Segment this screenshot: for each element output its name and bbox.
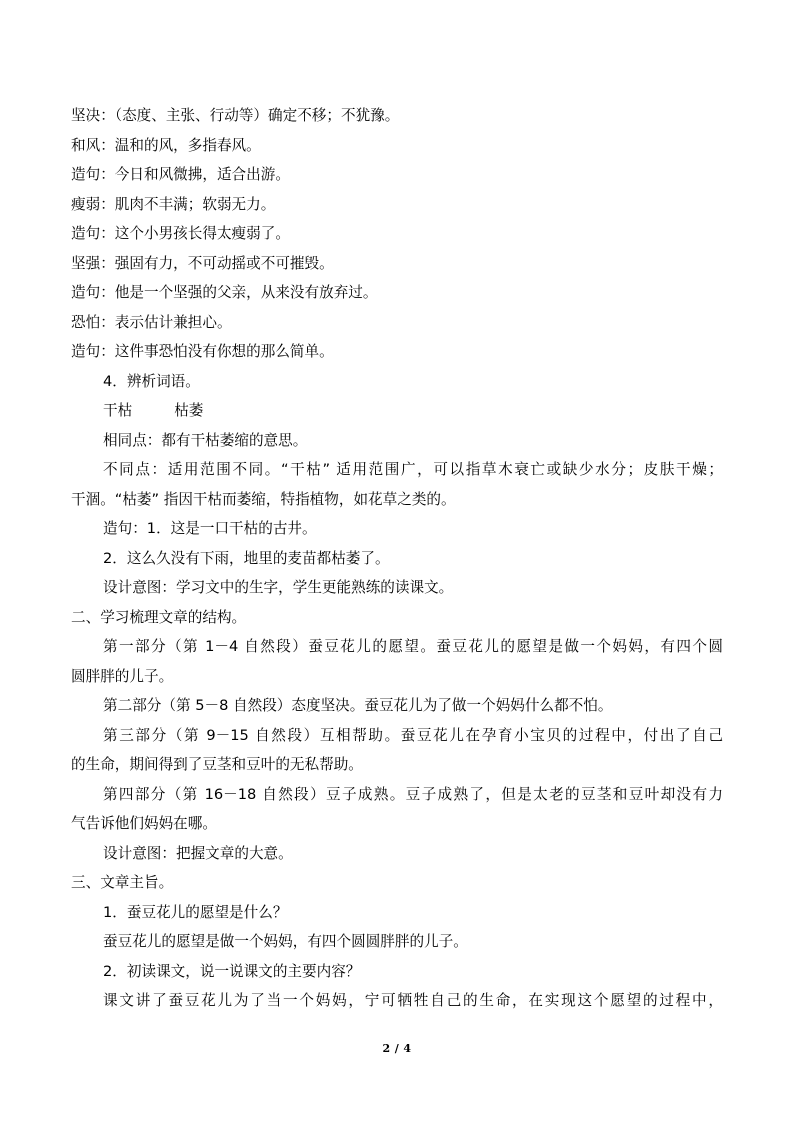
answer-1: 蚕豆花儿的愿望是做一个妈妈，有四个圆圆胖胖的儿子。	[103, 933, 468, 950]
answer-2: 课文讲了蚕豆花儿为了当一个妈妈，宁可牺牲自己的生命，在实现这个愿望的过程中，	[103, 992, 723, 1009]
section-heading-word-analysis: 4．辨析词语。	[103, 372, 200, 390]
sentence-example-2: 2．这么久没有下雨，地里的麦苗都枯萎了。	[103, 549, 390, 567]
definition-thin-weak: 瘦弱：肌肉不丰满；软弱无力。	[71, 195, 276, 213]
question-1: 1．蚕豆花儿的愿望是什么？	[103, 903, 288, 921]
structure-part-4-line-2: 气告诉他们妈妈在哪。	[71, 815, 217, 832]
word-pair-first: 干枯	[103, 402, 133, 419]
design-intent-2: 设计意图：把握文章的大意。	[103, 844, 293, 862]
section-heading-structure: 二、学习梳理文章的结构。	[71, 608, 247, 626]
sentence-example-1: 造句：1．这是一口干枯的古井。	[103, 520, 317, 537]
design-intent-1: 设计意图：学习文中的生字，学生更能熟练的读课文。	[103, 579, 454, 596]
structure-part-3-line-1: 第三部分（第 9－15 自然段）互相帮助。蚕豆花儿在孕育小宝贝的过程中，付出了自己	[103, 726, 723, 744]
sentence-gentle-breeze: 造句：今日和风微拂，适合出游。	[71, 166, 290, 183]
sentence-strong: 造句：他是一个坚强的父亲，从来没有放弃过。	[71, 284, 378, 301]
definition-afraid: 恐怕：表示估计兼担心。	[71, 313, 232, 331]
word-pair-second: 枯萎	[174, 402, 204, 419]
word-pair	[71, 396, 723, 426]
question-2: 2．初读课文，说一说课文的主要内容？	[103, 962, 361, 980]
definition-gentle-breeze: 和风：温和的风，多指春风。	[71, 136, 261, 154]
section-heading-theme: 三、文章主旨。	[71, 874, 174, 891]
difference-text-line-2: 干涸。“枯萎” 指因干枯而萎缩，特指植物，如花草之类的。	[71, 490, 456, 508]
page-number: 2 / 4	[382, 1042, 412, 1055]
structure-part-3-line-2: 的生命，期间得到了豆茎和豆叶的无私帮助。	[71, 756, 363, 773]
difference-text-line-1: 不同点：适用范围不同。“干枯” 适用范围广，可以指草木衰亡或缺少水分；皮肤干燥；	[103, 461, 723, 478]
similarity-text: 相同点：都有干枯萎缩的意思。	[103, 431, 308, 449]
structure-part-4-line-1: 第四部分（第 16－18 自然段）豆子成熟。豆子成熟了，但是太老的豆茎和豆叶却没有力	[103, 785, 723, 803]
sentence-afraid: 造句：这件事恐怕没有你想的那么简单。	[71, 343, 334, 360]
structure-part-1-line-1: 第一部分（第 1－4 自然段）蚕豆花儿的愿望。蚕豆花儿的愿望是做一个妈妈，有四个圆	[103, 638, 723, 655]
definition-strong: 坚强：强固有力，不可动摇或不可摧毁。	[71, 254, 334, 272]
sentence-thin-weak: 造句：这个小男孩长得太瘦弱了。	[71, 225, 290, 242]
definition-firm: 坚决：（态度、主张、行动等）确定不移；不犹豫。	[71, 107, 400, 124]
structure-part-1-line-2: 圆胖胖的儿子。	[71, 667, 174, 685]
document-body	[71, 101, 723, 1016]
structure-part-2: 第二部分（第 5－8 自然段）态度坚决。蚕豆花儿为了做一个妈妈什么都不怕。	[103, 697, 613, 714]
